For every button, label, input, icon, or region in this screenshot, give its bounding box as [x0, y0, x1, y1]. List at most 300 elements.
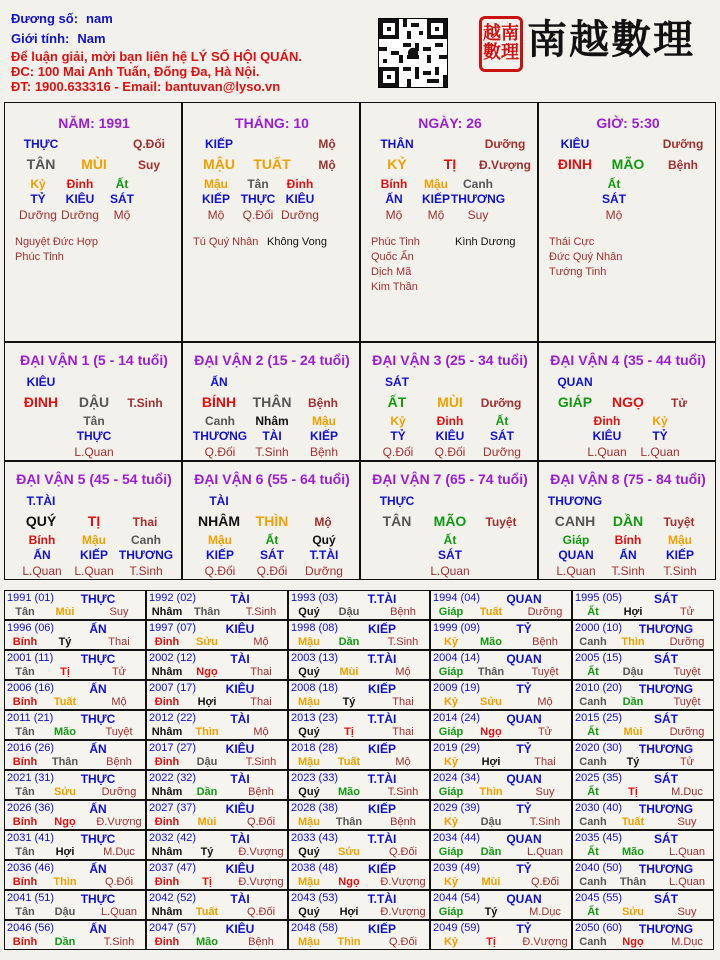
hidden-god: ẤN: [619, 548, 637, 562]
year-cell: [146, 860, 288, 890]
year-label: 2031 (41): [7, 832, 55, 844]
hidden-life-stage: Q.Đối: [242, 208, 274, 222]
year-life-stage: L.Quan: [668, 846, 706, 858]
year-life-stage: Đ.Vượng: [238, 846, 284, 858]
year-branch: Tị: [202, 876, 212, 888]
year-god: KIÊU: [225, 862, 255, 876]
hidden-stem: Bính: [614, 533, 642, 547]
year-branch: Dậu: [54, 906, 76, 918]
year-life-stage: Đ.Vượng: [96, 816, 142, 828]
year-branch: Tị: [60, 666, 70, 678]
year-god: ẤN: [89, 742, 107, 756]
year-life-stage: M.Dục: [671, 936, 703, 948]
year-cell: [572, 650, 714, 680]
year-branch: Tuất: [195, 906, 219, 918]
year-branch: Ngọ: [338, 876, 360, 888]
year-stem: Tân: [15, 726, 35, 738]
dai-van-life-stage: T.Sinh: [127, 396, 163, 410]
year-life-stage: Q.Đối: [246, 906, 276, 918]
year-stem: Kỷ: [443, 876, 459, 888]
hidden-life-stage: L.Quan: [587, 445, 627, 459]
year-branch: Tuất: [479, 606, 503, 618]
year-label: 2034 (44): [433, 832, 481, 844]
year-cell: [430, 920, 572, 950]
year-label: 1993 (03): [291, 592, 339, 604]
year-stem: Canh: [579, 696, 607, 708]
year-god: TỶ: [516, 922, 532, 936]
year-life-stage: Bệnh: [248, 936, 274, 948]
dai-van-title: ĐẠI VẬN 6 (55 - 64 tuổi): [194, 471, 350, 487]
year-life-stage: Dưỡng: [527, 606, 563, 618]
year-label: 2038 (48): [291, 862, 339, 874]
year-god: T.TÀI: [367, 832, 397, 846]
year-life-stage: Đ.Vượng: [238, 876, 284, 888]
year-label: 2030 (40): [575, 802, 623, 814]
year-life-stage: L.Quan: [668, 876, 706, 888]
dai-van-title: ĐẠI VẬN 2 (15 - 24 tuổi): [194, 352, 350, 368]
hidden-life-stage: L.Quan: [22, 564, 62, 578]
year-stem: Quý: [298, 666, 320, 678]
year-label: 1994 (04): [433, 592, 481, 604]
hidden-life-stage: Dưỡng: [281, 208, 319, 222]
pillar-column: [360, 102, 538, 342]
year-branch: Tý: [200, 846, 214, 858]
year-branch: Dần: [622, 696, 644, 708]
hidden-god: TỶ: [652, 429, 668, 443]
hidden-life-stage: L.Quan: [640, 445, 680, 459]
year-god: THƯƠNG: [638, 862, 694, 876]
year-stem: Ất: [587, 846, 599, 858]
year-branch: Thìn: [621, 636, 645, 648]
year-label: 2049 (59): [433, 922, 481, 934]
year-label: 1997 (07): [149, 622, 197, 634]
year-cell: [288, 890, 430, 920]
year-stem: Tân: [15, 786, 35, 798]
year-stem: Giáp: [438, 906, 464, 918]
year-god: ẤN: [89, 802, 107, 816]
year-god: THƯƠNG: [638, 922, 694, 936]
year-god: KIẾP: [367, 922, 397, 936]
year-label: 1991 (01): [7, 592, 55, 604]
year-life-stage: Mộ: [111, 696, 127, 708]
year-stem: Nhâm: [151, 786, 183, 798]
year-label: 2033 (43): [291, 832, 339, 844]
year-stem: Mậu: [298, 876, 320, 888]
year-cell: [430, 680, 572, 710]
hidden-life-stage: Bệnh: [309, 445, 339, 459]
year-branch: Thân: [335, 816, 363, 828]
year-branch: Thìn: [479, 786, 503, 798]
year-branch: Tý: [484, 906, 498, 918]
hidden-life-stage: Q.Đối: [204, 445, 236, 459]
year-branch: Ngọ: [54, 816, 76, 828]
year-god: KIẾP: [367, 742, 397, 756]
hidden-life-stage: Mộ: [207, 208, 225, 222]
year-cell: [4, 590, 146, 620]
year-god: THƯƠNG: [638, 622, 694, 636]
year-life-stage: Tử: [537, 726, 553, 738]
life-stage: Suy: [137, 158, 161, 172]
year-stem: Ất: [587, 666, 599, 678]
branch-god: Mộ: [318, 137, 336, 151]
year-god: THỰC: [80, 592, 116, 606]
hidden-life-stage: Dưỡng: [305, 564, 343, 578]
year-stem: Mậu: [298, 636, 320, 648]
hidden-stem: Ất: [607, 177, 621, 191]
dai-van-branch: THÌN: [255, 513, 289, 529]
year-branch: Mão: [480, 636, 502, 648]
year-stem: Quý: [298, 846, 320, 858]
year-branch: Tý: [342, 696, 356, 708]
year-branch: Dần: [338, 636, 360, 648]
year-branch: Ngọ: [622, 936, 644, 948]
year-life-stage: T.Sinh: [103, 936, 135, 948]
year-label: 2008 (18): [291, 682, 339, 694]
year-life-stage: Suy: [535, 786, 555, 798]
year-stem: Kỷ: [443, 756, 459, 768]
year-life-stage: Thai: [108, 636, 130, 648]
year-label: 1992 (02): [149, 592, 197, 604]
year-cell: [430, 800, 572, 830]
year-life-stage: Thai: [534, 756, 556, 768]
year-branch: Dần: [480, 846, 502, 858]
year-label: 2010 (20): [575, 682, 623, 694]
year-label: 2001 (11): [7, 652, 54, 664]
year-stem: Quý: [298, 906, 320, 918]
year-god: T.TÀI: [367, 652, 397, 666]
hidden-life-stage: L.Quan: [74, 445, 114, 459]
year-stem: Quý: [298, 726, 320, 738]
dai-van-life-stage: Tử: [670, 396, 688, 410]
year-label: 2005 (15): [575, 652, 623, 664]
year-stem: Nhâm: [151, 726, 183, 738]
pillar-column: [182, 102, 360, 342]
year-life-stage: T.Sinh: [245, 606, 277, 618]
pillar-title: NĂM: 1991: [58, 115, 130, 131]
year-life-stage: Q.Đối: [388, 846, 418, 858]
year-life-stage: Tử: [679, 606, 695, 618]
year-god: SÁT: [654, 652, 678, 666]
year-label: 1995 (05): [575, 592, 623, 604]
year-cell: [572, 920, 714, 950]
year-life-stage: Bệnh: [106, 756, 132, 768]
hidden-life-stage: L.Quan: [556, 564, 596, 578]
life-stage: Bệnh: [668, 158, 698, 172]
year-stem: Mậu: [298, 936, 320, 948]
year-god: TÀI: [230, 892, 250, 906]
auxiliary-star: Kim Thần: [371, 281, 418, 293]
year-branch: Tý: [58, 636, 72, 648]
hidden-stem: Canh: [205, 414, 235, 428]
hidden-god: SÁT: [602, 192, 626, 206]
pillar-title: THÁNG: 10: [235, 115, 309, 131]
year-branch: Dần: [54, 936, 76, 948]
year-label: 2036 (46): [7, 862, 55, 874]
year-branch: Hợi: [339, 906, 359, 918]
dai-van-title: ĐẠI VẬN 1 (5 - 14 tuổi): [20, 352, 168, 368]
year-god: QUAN: [506, 772, 542, 786]
year-label: 2024 (34): [433, 772, 481, 784]
year-stem: Tân: [15, 906, 35, 918]
hidden-stem: Tân: [247, 177, 269, 191]
dai-van-title: ĐẠI VẬN 4 (35 - 44 tuổi): [550, 352, 706, 368]
year-life-stage: Tuyệt: [531, 666, 559, 678]
dai-van-god: KIÊU: [26, 375, 56, 389]
year-life-stage: T.Sinh: [529, 816, 561, 828]
year-label: 2009 (19): [433, 682, 481, 694]
year-cell: [288, 860, 430, 890]
year-god: TỶ: [516, 622, 532, 636]
year-label: 2025 (35): [575, 772, 623, 784]
year-god: KIẾP: [367, 682, 397, 696]
hidden-life-stage: L.Quan: [430, 564, 470, 578]
earthly-branch: MÙI: [81, 156, 107, 172]
hidden-stem: Ất: [115, 177, 129, 191]
year-stem: Đinh: [154, 756, 180, 768]
year-stem: Đinh: [154, 696, 180, 708]
year-branch: Sửu: [621, 906, 645, 918]
year-cell: [430, 740, 572, 770]
year-branch: Sửu: [53, 786, 77, 798]
year-cell: [572, 860, 714, 890]
year-label: 1998 (08): [291, 622, 339, 634]
year-branch: Thìn: [53, 876, 77, 888]
year-god: THƯƠNG: [638, 802, 694, 816]
dai-van-branch: DẦN: [612, 513, 644, 529]
auxiliary-star: Thái Cực: [549, 236, 595, 248]
year-life-stage: Mộ: [395, 666, 411, 678]
year-cell: [146, 830, 288, 860]
year-god: T.TÀI: [367, 712, 397, 726]
year-cell: [4, 800, 146, 830]
hidden-life-stage: T.Sinh: [129, 564, 163, 578]
year-life-stage: Thai: [392, 726, 414, 738]
year-life-stage: L.Quan: [526, 846, 564, 858]
year-life-stage: Bệnh: [390, 606, 416, 618]
year-life-stage: Đ.Vượng: [522, 936, 568, 948]
year-life-stage: Tử: [679, 756, 695, 768]
year-cell: [146, 890, 288, 920]
year-god: SÁT: [654, 832, 678, 846]
year-god: QUAN: [506, 832, 542, 846]
dai-van-god: ẤN: [210, 375, 228, 389]
year-life-stage: Suy: [109, 606, 129, 618]
hidden-stem: Kỷ: [652, 414, 668, 428]
hidden-god: THƯƠNG: [450, 192, 506, 206]
year-stem: Nhâm: [151, 606, 183, 618]
dai-van-life-stage: Thai: [132, 515, 158, 529]
stem-god: THÂN: [380, 137, 414, 151]
year-stem: Giáp: [438, 606, 464, 618]
year-branch: Mùi: [197, 816, 217, 828]
year-god: SÁT: [654, 592, 678, 606]
year-god: ẤN: [89, 922, 107, 936]
year-cell: [288, 800, 430, 830]
year-cell: [4, 830, 146, 860]
year-life-stage: Dưỡng: [669, 726, 705, 738]
hidden-god: ẤN: [385, 192, 403, 206]
year-stem: Bính: [12, 636, 38, 648]
year-branch: Dậu: [622, 666, 644, 678]
year-stem: Giáp: [438, 846, 464, 858]
life-stage: Đ.Vượng: [479, 158, 531, 172]
year-stem: Bính: [12, 696, 38, 708]
dai-van-branch: DẬU: [78, 394, 110, 410]
year-god: THỰC: [80, 712, 116, 726]
dai-van-cell: [360, 461, 538, 580]
year-branch: Mão: [196, 936, 218, 948]
year-god: T.TÀI: [367, 592, 397, 606]
year-god: ẤN: [89, 622, 107, 636]
year-branch: Mão: [54, 726, 76, 738]
year-cell: [146, 920, 288, 950]
hidden-life-stage: Mộ: [113, 208, 131, 222]
year-label: 2046 (56): [7, 922, 55, 934]
seal-logo: 越南 數理: [479, 16, 523, 72]
hidden-life-stage: T.Sinh: [255, 445, 289, 459]
year-branch: Hợi: [481, 756, 501, 768]
dai-van-cell: [4, 342, 182, 461]
auxiliary-star: Nguyệt Đức Hợp: [15, 236, 99, 248]
year-god: ẤN: [89, 862, 107, 876]
year-label: 1996 (06): [7, 622, 55, 634]
year-life-stage: Mộ: [537, 696, 553, 708]
hidden-god: SÁT: [110, 192, 134, 206]
year-life-stage: T.Sinh: [387, 636, 419, 648]
year-cell: [146, 620, 288, 650]
year-branch: Tuất: [621, 816, 645, 828]
year-life-stage: Q.Đối: [388, 936, 418, 948]
year-branch: Dậu: [480, 816, 502, 828]
year-god: QUAN: [506, 892, 542, 906]
year-stem: Kỷ: [443, 636, 459, 648]
year-label: 2000 (10): [575, 622, 623, 634]
year-god: KIÊU: [225, 742, 255, 756]
year-cell: [430, 710, 572, 740]
dai-van-title: ĐẠI VẬN 8 (75 - 84 tuổi): [550, 471, 706, 487]
year-stem: Mậu: [298, 756, 320, 768]
dai-van-cell: [182, 461, 360, 580]
hidden-life-stage: Dưỡng: [19, 208, 57, 222]
year-label: 2011 (21): [7, 712, 54, 724]
year-god: T.TÀI: [367, 772, 397, 786]
dai-van-stem: GIÁP: [557, 394, 593, 410]
year-stem: Canh: [579, 936, 607, 948]
year-cell: [146, 740, 288, 770]
year-stem: Ất: [587, 786, 599, 798]
year-branch: Mão: [622, 846, 644, 858]
year-god: KIẾP: [367, 622, 397, 636]
year-branch: Mùi: [55, 606, 75, 618]
hidden-life-stage: Mộ: [427, 208, 445, 222]
year-cell: [146, 650, 288, 680]
year-cell: [146, 680, 288, 710]
dai-van-branch: TỊ: [87, 513, 101, 529]
year-stem: Kỷ: [443, 936, 459, 948]
hidden-god: KIÊU: [285, 192, 315, 206]
branch-god: Q.Đối: [133, 137, 165, 151]
hidden-stem: Đinh: [436, 414, 464, 428]
year-god: TỶ: [516, 742, 532, 756]
year-cell: [288, 770, 430, 800]
year-stem: Quý: [298, 786, 320, 798]
year-stem: Canh: [579, 816, 607, 828]
year-cell: [430, 620, 572, 650]
year-stem: Nhâm: [151, 846, 183, 858]
year-branch: Ngọ: [196, 666, 218, 678]
branch-god: Dưỡng: [484, 137, 526, 151]
year-label: 2041 (51): [7, 892, 55, 904]
year-label: 2002 (12): [149, 652, 197, 664]
hidden-god: THỰC: [76, 429, 112, 443]
year-god: KIẾP: [367, 862, 397, 876]
hidden-stem: Mậu: [208, 533, 232, 547]
year-branch: Thìn: [337, 936, 361, 948]
year-stem: Giáp: [438, 666, 464, 678]
dai-van-god: TÀI: [209, 494, 229, 508]
hidden-god: QUAN: [558, 548, 594, 562]
year-cell: [288, 590, 430, 620]
year-label: 2035 (45): [575, 832, 623, 844]
hidden-stem: Quý: [312, 533, 336, 547]
hidden-life-stage: Q.Đối: [382, 445, 414, 459]
year-god: QUAN: [506, 652, 542, 666]
year-life-stage: Tuyệt: [673, 696, 701, 708]
auxiliary-star: Dịch Mã: [371, 266, 412, 278]
year-life-stage: Dưỡng: [101, 786, 137, 798]
year-stem: Mậu: [298, 816, 320, 828]
year-life-stage: Tử: [111, 666, 127, 678]
dai-van-cell: [4, 461, 182, 580]
auxiliary-star: Phúc Tinh: [371, 236, 420, 248]
year-label: 2016 (26): [7, 742, 55, 754]
year-life-stage: Đ.Vượng: [380, 906, 426, 918]
year-stem: Tân: [15, 666, 35, 678]
year-branch: Hợi: [55, 846, 75, 858]
year-stem: Đinh: [154, 636, 180, 648]
year-branch: Sửu: [337, 846, 361, 858]
hidden-stem: Giáp: [562, 533, 590, 547]
heavenly-stem: MẬU: [203, 156, 235, 172]
year-label: 2020 (30): [575, 742, 623, 754]
hidden-god: TỶ: [390, 429, 406, 443]
hidden-stem: Nhâm: [255, 414, 289, 428]
year-stem: Đinh: [154, 876, 180, 888]
year-branch: Sửu: [479, 696, 503, 708]
year-life-stage: L.Quan: [100, 906, 138, 918]
year-branch: Thân: [477, 666, 505, 678]
year-cell: [288, 680, 430, 710]
year-label: 2037 (47): [149, 862, 197, 874]
year-life-stage: Thai: [250, 666, 272, 678]
year-life-stage: Tuyệt: [673, 666, 701, 678]
year-stem: Ất: [587, 606, 599, 618]
year-cell: [572, 590, 714, 620]
year-label: 2027 (37): [149, 802, 197, 814]
dai-van-stem: NHÂM: [198, 513, 240, 529]
hidden-stem: Ất: [495, 414, 509, 428]
branch-god: Dưỡng: [662, 137, 704, 151]
hidden-god: TỶ: [30, 192, 46, 206]
stem-god: KIÊU: [560, 137, 590, 151]
year-cell: [572, 680, 714, 710]
earthly-branch: TỊ: [443, 156, 457, 172]
dai-van-life-stage: Bệnh: [308, 396, 338, 410]
hidden-life-stage: Mộ: [385, 208, 403, 222]
year-label: 2017 (27): [149, 742, 197, 754]
year-cell: [572, 770, 714, 800]
year-label: 2003 (13): [291, 652, 339, 664]
